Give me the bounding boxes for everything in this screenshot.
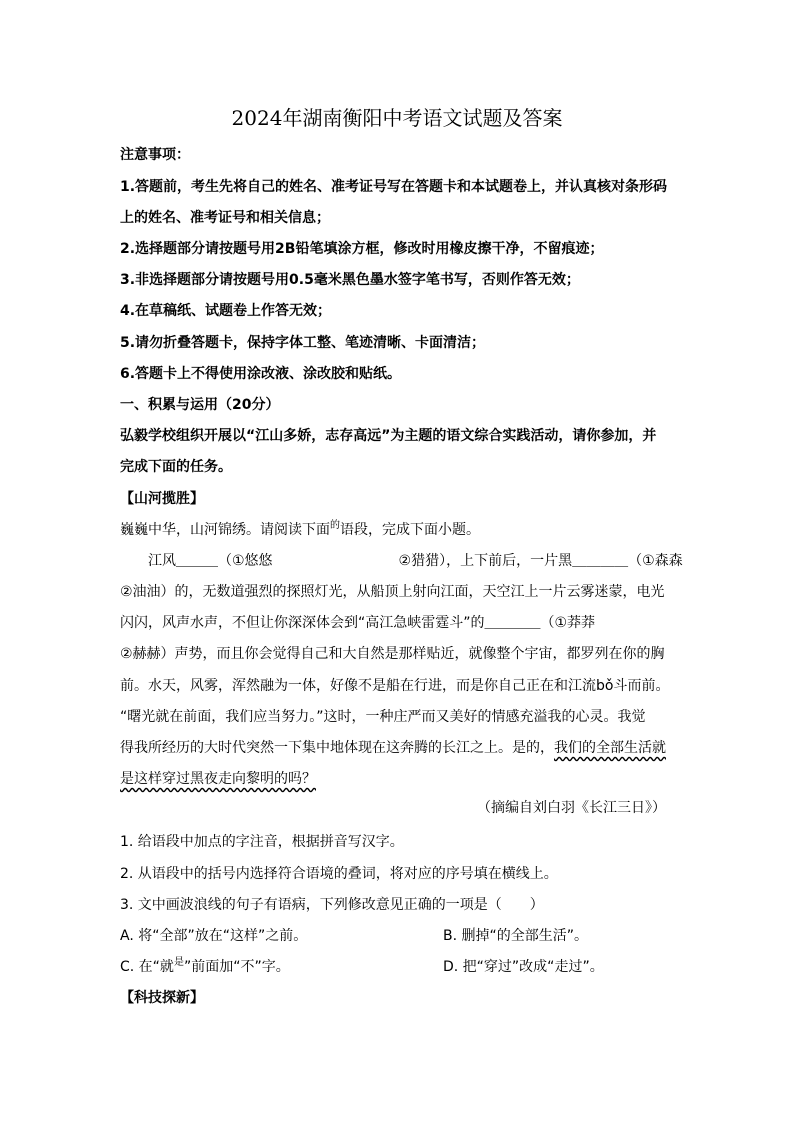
passage-line: ②油油）的，无数道强烈的探照灯光，从船顶上射向江面，天空江上一片云雾迷蒙，电光 [120, 584, 665, 600]
subsection-heading: 【山河揽胜】 [120, 491, 204, 507]
notice-item: 6.答题卡上不得使用涂改液、涂改胶和贴纸。 [120, 366, 402, 382]
passage-line: 闪闪，风声水声，不但让你深深体会到“高江急峡雷霆斗”的＿＿＿＿（①莽莽 [120, 615, 596, 631]
option-c: C. 在“就$^是$”前面加“不”字。 [120, 957, 290, 975]
passage-lead: 巍巍中华，山河锦绣。请阅读下面$^的$语段，完成下面小题。 [120, 520, 480, 538]
wavy-sentence: 是这样穿过黑夜走向黎明的吗？ [120, 771, 316, 787]
notice-item: 4.在草稿纸、试题卷上作答无效； [120, 303, 332, 319]
section-heading: 一、积累与运用（20分） [120, 397, 280, 413]
passage-line: 得我所经历的大时代突然一下集中地体现在这奔腾的长江之上。是的，我们的全部生活就 [120, 740, 666, 756]
question: 3. 文中画波浪线的句子有语病，下列修改意见正确的一项是（ ） [120, 897, 544, 913]
option-a: A. 将“全部”放在“这样”之前。 [120, 928, 308, 944]
passage-line: 前。水天，风雾，浑然融为一体，好像不是船在行进，而是你自己正在和江流bǒ斗而前。 [120, 678, 670, 694]
notice-item: 3.非选择题部分请按题号用0.5毫米黑色墨水签字笔书写，否则作答无效； [120, 272, 580, 288]
question: 1. 给语段中加点的字注音，根据拼音写汉字。 [120, 834, 404, 850]
activity-intro: 完成下面的任务。 [120, 459, 232, 475]
passage-line [120, 769, 316, 789]
notice-item: 2.选择题部分请按题号用2B铅笔填涂方框，修改时用橡皮擦干净，不留痕迹； [120, 241, 604, 257]
option-b: B. 删掉“的全部生活”。 [443, 928, 589, 944]
question: 2. 从语段中的括号内选择符合语境的叠词，将对应的序号填在横线上。 [120, 866, 558, 882]
notice-item: 5.请勿折叠答题卡，保持字体工整、笔迹清晰、卡面清洁； [120, 335, 486, 351]
passage-line: “曙光就在前面，我们应当努力。”这时，一种庄严而又美好的情感充溢我的心灵。我觉 [120, 709, 646, 725]
notice-heading: 注意事项： [120, 147, 190, 163]
passage-source: （摘编自刘白羽《长江三日》） [477, 800, 666, 816]
activity-intro: 弘毅学校组织开展以“江山多娇，志存高远”为主题的语文综合实践活动，请你参加，并 [120, 428, 657, 444]
subsection-heading: 【科技探新】 [120, 990, 204, 1006]
notice-item: 上的姓名、准考证号和相关信息； [120, 210, 330, 226]
passage-line: 江风＿＿＿（①悠悠 ②猎猎），上下前后，一片黑＿＿＿＿（①森森 [120, 553, 683, 569]
passage-line: ②赫赫）声势，而且你会觉得自己和大自然是那样贴近，就像整个宇宙，都罗列在你的胸 [120, 646, 665, 662]
page-title: 2024年湖南衡阳中考语文试题及答案 [231, 106, 563, 130]
wavy-sentence: 我们的全部生活就 [554, 740, 666, 756]
option-d: D. 把“穿过”改成“走过”。 [443, 959, 604, 975]
notice-item: 1.答题前，考生先将自己的姓名、准考证号写在答题卡和本试题卷上，并认真核对条形码 [120, 179, 668, 195]
